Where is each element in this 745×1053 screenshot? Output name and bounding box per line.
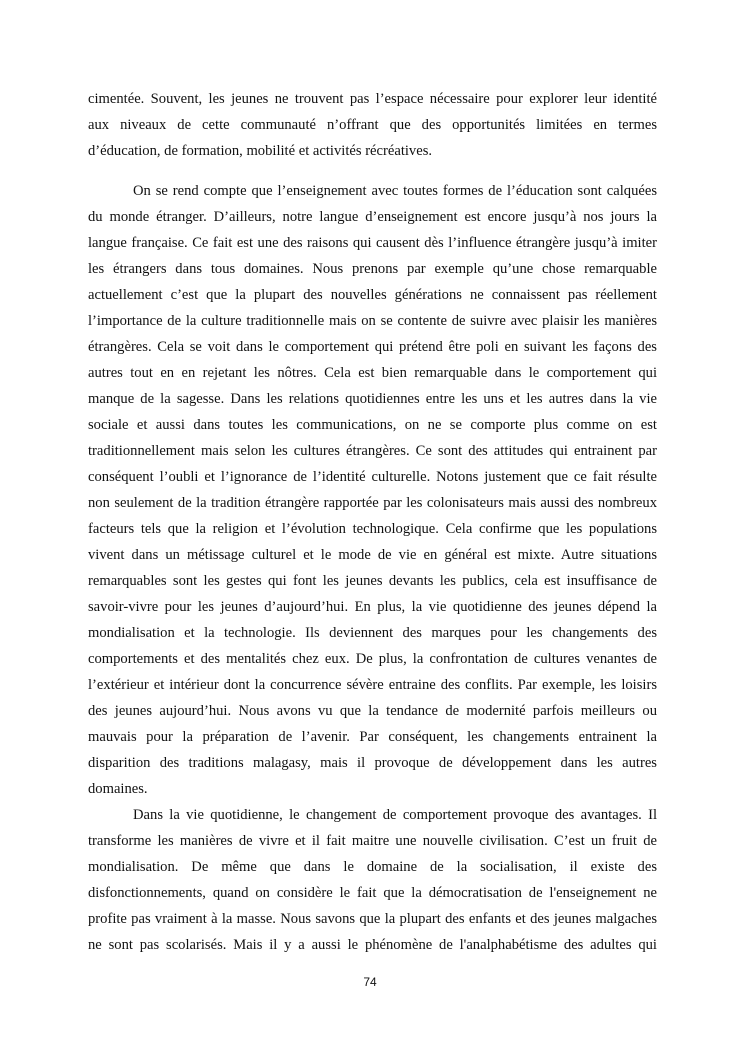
text-line: aux niveaux de cette communauté n’offrant que des opportunités limitées en termes (88, 117, 657, 133)
text-line: vivent dans un métissage culturel et le mode de vie en général est mixte. Autre situations (88, 547, 657, 563)
text-line: mondialisation. De même que dans le domaine de la socialisation, il existe des (88, 859, 657, 875)
text-line: comportements et des mentalités chez eux. De plus, la confrontation de cultures venantes de (88, 651, 657, 667)
text-line: domaines. (88, 781, 148, 797)
text-line: facteurs tels que la religion et l’évolution technologique. Cela confirme que les populations (88, 521, 657, 537)
text-line: d’éducation, de formation, mobilité et activités récréatives. (88, 143, 433, 159)
text-line: transforme les manières de vivre et il fait maitre une nouvelle civilisation. C’est un fruit de (88, 833, 657, 849)
text-line: disparition des traditions malagasy, mais il provoque de développement dans les autres (88, 755, 657, 771)
text-line: profite pas vraiment à la masse. Nous savons que la plupart des enfants et des jeunes malgaches (88, 911, 657, 927)
text-line: On se rend compte que l’enseignement avec toutes formes de l’éducation sont calquées (133, 183, 657, 199)
text-line: ne sont pas scolarisés. Mais il y a aussi le phénomène de l'analphabétisme des adultes qui (88, 937, 657, 953)
text-line: l’extérieur et intérieur dont la concurrence sévère entraine des conflits. Par exemple, les loisirs (88, 677, 657, 693)
text-line: mondialisation et la technologie. Ils deviennent des marques pour les changements des (88, 625, 657, 641)
text-line: du monde étranger. D’ailleurs, notre langue d’enseignement est encore jusqu’à nos jours la (88, 209, 657, 225)
text-line: traditionnellement mais selon les cultures étrangères. Ce sont des attitudes qui entrainent par (88, 443, 657, 459)
text-line: conséquent l’oubli et l’ignorance de l’identité culturelle. Notons justement que ce fait résulte (88, 469, 657, 485)
text-line: sociale et aussi dans toutes les communications, on ne se comporte plus comme on est (88, 417, 657, 433)
text-line: remarquables sont les gestes qui font les jeunes devants les publics, cela est insuffisance de (88, 573, 657, 589)
text-line: des jeunes aujourd’hui. Nous avons vu que la tendance de modernité parfois meilleurs ou (88, 703, 657, 719)
text-line: non seulement de la tradition étrangère rapportée par les colonisateurs mais aussi des nombreux (88, 495, 657, 511)
text-line: cimentée. Souvent, les jeunes ne trouvent pas l’espace nécessaire pour explorer leur identité (88, 91, 657, 107)
text-line: actuellement c’est que la plupart des nouvelles générations ne connaissent pas réellement (88, 287, 657, 303)
text-line: étrangères. Cela se voit dans le comportement qui prétend être poli en suivant les façons des (88, 339, 657, 355)
text-line: mauvais pour la préparation de l’avenir. Par conséquent, les changements entrainent la (88, 729, 657, 745)
text-line: autres tout en en rejetant les nôtres. Cela est bien remarquable dans le comportement qui (88, 365, 657, 381)
text-line: langue française. Ce fait est une des raisons qui causent dès l’influence étrangère jusqu’à imiter (88, 235, 657, 251)
text-line: manque de la sagesse. Dans les relations quotidiennes entre les uns et les autres dans la vie (88, 391, 657, 407)
text-line: disfonctionnements, quand on considère le fait que la démocratisation de l'enseignement ne (88, 885, 657, 901)
text-line: les étrangers dans tous domaines. Nous prenons par exemple qu’une chose remarquable (88, 261, 657, 277)
page-number: 74 (363, 975, 377, 989)
text-line: savoir-vivre pour les jeunes d’aujourd’hui. En plus, la vie quotidienne des jeunes dépend la (88, 599, 657, 615)
text-line: Dans la vie quotidienne, le changement de comportement provoque des avantages. Il (133, 807, 657, 823)
text-line: l’importance de la culture traditionnelle mais on se contente de suivre avec plaisir les manières (88, 313, 657, 329)
